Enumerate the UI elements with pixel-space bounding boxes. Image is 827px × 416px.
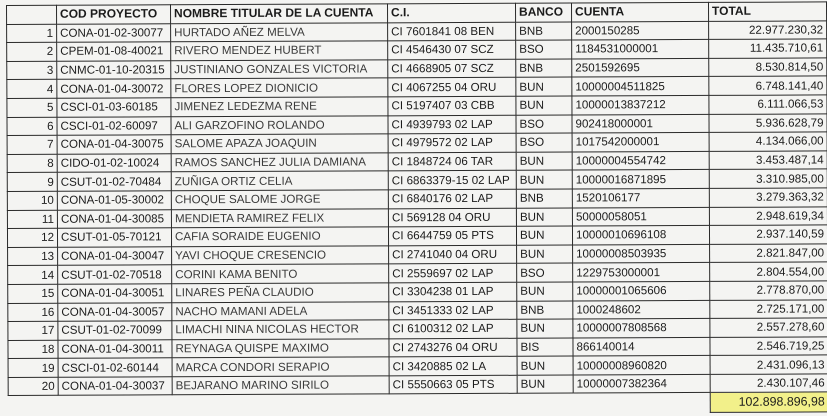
ci-cell: CI 3304238 01 LAP [389,282,517,301]
cuenta-cell: 10000007808568 [573,319,710,338]
header-banco: BANCO [515,3,571,22]
nombre-cell: CORINI KAMA BENITO [172,264,389,284]
ci-cell: CI 5197407 03 CBB [388,96,516,115]
banco-cell: BSO [517,263,573,282]
header-cuenta: CUENTA [571,2,708,21]
ci-cell: CI 6863379-15 02 LAP [388,171,516,190]
nombre-cell: CHOQUE SALOME JORGE [171,190,388,210]
table-body [7,21,827,396]
footer-row [8,392,827,416]
header-cod-proyecto: COD PROYECTO [57,5,171,24]
nombre-cell: MENDIETA RAMIREZ FELIX [171,208,388,228]
total-cell: 2.821.847,00 [710,244,827,263]
cuenta-cell: 10000004554742 [572,151,709,170]
cod-proyecto-cell: CSUT-01-05-70121 [57,228,171,247]
cuenta-cell: 2000150285 [572,21,709,40]
total-cell: 2.546.719,25 [710,337,827,356]
ci-cell: CI 6644759 05 PTS [388,226,516,245]
total-cell: 2.948.619,34 [709,206,827,225]
cuenta-cell: 10000008960820 [573,356,710,375]
cod-proyecto-cell: CONA-01-04-30051 [58,284,172,303]
row-index: 8 [7,154,57,173]
ci-cell: CI 7601841 08 BEN [388,22,516,41]
nombre-cell: RAMOS SANCHEZ JULIA DAMIANA [171,153,388,173]
ci-cell: CI 4979572 02 LAP [388,133,516,152]
cuenta-cell: 10000001065606 [573,281,710,300]
nombre-cell: FLORES LOPEZ DIONICIO [171,78,388,98]
banco-cell: BUN [516,96,572,115]
banco-cell: BSO [516,115,572,134]
header-index [7,5,57,24]
ci-cell: CI 2559697 02 LAP [389,264,517,283]
cod-proyecto-cell: CONA-01-04-30037 [58,377,172,396]
banco-cell: BUN [516,226,572,245]
row-index: 2 [7,42,57,61]
cuenta-cell: 10000013837212 [572,95,709,114]
row-index: 16 [8,303,58,322]
cod-proyecto-cell: CONA-01-04-30011 [58,339,172,358]
nombre-cell: MARCA CONDORI SERAPIO [172,357,389,377]
cod-proyecto-cell: CONA-01-04-30047 [58,246,172,265]
cuenta-cell: 10000004511825 [572,77,709,96]
total-cell: 2.804.554,00 [710,262,827,281]
cuenta-cell: 1017542000001 [572,133,709,152]
banco-cell: BIS [517,338,573,357]
ci-cell: CI 569128 04 ORU [388,208,516,227]
cuenta-cell: 10000008503935 [573,244,710,263]
grand-total-cell: 102.898.896,98 [710,392,827,413]
header-ci: C.I. [387,3,515,22]
ci-cell: CI 3420885 02 LA [389,357,517,376]
cuenta-cell: 902418000001 [572,114,709,133]
row-index: 11 [7,210,57,229]
row-index: 9 [7,173,57,192]
banco-cell: BUN [517,245,573,264]
ci-cell: CI 2743276 04 ORU [389,338,517,357]
nombre-cell: NACHO MAMANI ADELA [172,301,389,321]
nombre-cell: LINARES PEÑA CLAUDIO [172,283,389,303]
row-index: 5 [7,98,57,117]
row-index: 13 [8,247,58,266]
total-cell: 2.778.870,00 [710,281,827,300]
ci-cell: CI 6840176 02 LAP [388,189,516,208]
nombre-cell: JUSTINIANO GONZALES VICTORIA [171,60,388,80]
banco-cell: BNB [516,59,572,78]
row-index: 20 [8,377,58,396]
row-index: 18 [8,340,58,359]
nombre-cell: JIMENEZ LEDEZMA RENE [171,97,388,117]
row-index: 14 [8,266,58,285]
banco-cell: BUN [517,319,573,338]
banco-cell: BNB [516,22,572,41]
cod-proyecto-cell: CSUT-01-02-70099 [58,321,172,340]
cod-proyecto-cell: CSCI-01-02-60097 [57,116,171,135]
banco-cell: BUN [516,208,572,227]
ci-cell: CI 4668905 07 SCZ [388,59,516,78]
nombre-cell: YAVI CHOQUE CRESENCIO [172,246,389,266]
total-cell: 3.453.487,14 [709,151,827,170]
total-cell: 5.936.628,79 [709,113,827,132]
row-index: 7 [7,135,57,154]
nombre-cell: BEJARANO MARINO SIRILO [172,376,389,396]
total-cell: 6.748.141,40 [709,76,827,95]
total-cell: 3.279.363,32 [709,188,827,207]
total-cell: 3.310.985,00 [709,169,827,188]
cuenta-cell: 1184531000001 [572,40,709,59]
row-index: 19 [8,359,58,378]
total-cell: 2.557.278,60 [710,318,827,337]
banco-cell: BUN [516,152,572,171]
cod-proyecto-cell: CSCI-01-03-60185 [57,98,171,117]
total-cell: 2.937.140,59 [709,225,827,244]
ci-cell: CI 3451333 02 LAP [389,301,517,320]
banco-cell: BNB [516,189,572,208]
total-cell: 11.435.710,61 [709,39,827,58]
cuenta-cell: 50000058051 [572,207,709,226]
cuenta-cell: 1520106177 [572,188,709,207]
ci-cell: CI 1848724 06 TAR [388,152,516,171]
header-nombre-titular: NOMBRE TITULAR DE LA CUENTA [171,4,388,24]
nombre-cell: ZUÑIGA ORTIZ CELIA [171,171,388,191]
banco-cell: BUN [517,356,573,375]
banco-cell: BUN [517,375,573,394]
nombre-cell: SALOME APAZA JOAQUIN [171,134,388,154]
cod-proyecto-cell: CONA-01-02-30077 [57,23,171,42]
cuenta-cell: 866140014 [573,337,710,356]
banco-cell: BSO [516,133,572,152]
row-index: 15 [8,284,58,303]
cuenta-cell: 1229753000001 [573,263,710,282]
cod-proyecto-cell: CSCI-01-02-60144 [58,358,172,377]
cod-proyecto-cell: CSUT-01-02-70484 [57,172,171,191]
row-index: 12 [7,228,57,247]
row-index: 10 [7,191,57,210]
cuenta-cell: 10000010696108 [572,226,709,245]
nombre-cell: HURTADO AÑEZ MELVA [171,22,388,42]
banco-cell: BUN [516,77,572,96]
total-cell: 6.111.066,53 [709,95,827,114]
nombre-cell: RIVERO MENDEZ HUBERT [171,41,388,61]
banco-cell: BUN [516,170,572,189]
row-index: 6 [7,117,57,136]
nombre-cell: CAFIA SORAIDE EUGENIO [171,227,388,247]
accounts-table [6,1,827,416]
nombre-cell: REYNAGA QUISPE MAXIMO [172,339,389,359]
nombre-cell: LIMACHI NINA NICOLAS HECTOR [172,320,389,340]
total-cell: 2.430.107,46 [710,374,827,393]
total-cell: 2.431.096,13 [710,355,827,374]
cod-proyecto-cell: CONA-01-04-30057 [58,302,172,321]
row-index: 1 [7,24,57,43]
ci-cell: CI 4939793 02 LAP [388,115,516,134]
total-cell: 22.977.230,32 [709,21,827,40]
ci-cell: CI 2741040 04 ORU [389,245,517,264]
row-index: 3 [7,61,57,80]
cod-proyecto-cell: CONA-01-04-30075 [57,135,171,154]
total-cell: 8.530.814,50 [709,58,827,77]
row-index: 4 [7,80,57,99]
cod-proyecto-cell: CONA-01-04-30072 [57,79,171,98]
cod-proyecto-cell: CNMC-01-10-20315 [57,61,171,80]
cod-proyecto-cell: CONA-01-04-30085 [57,209,171,228]
cod-proyecto-cell: CSUT-01-02-70518 [58,265,172,284]
banco-cell: BUN [517,282,573,301]
cuenta-cell: 10000007382364 [573,374,710,393]
banco-cell: BSO [516,40,572,59]
total-cell: 2.725.171,00 [710,299,827,318]
total-cell: 4.134.066,00 [709,132,827,151]
banco-cell: BNB [517,301,573,320]
cuenta-cell: 10000016871895 [572,170,709,189]
nombre-cell: ALI GARZOFINO ROLANDO [171,115,388,135]
ci-cell: CI 5550663 05 PTS [389,375,517,394]
cuenta-cell: 2501592695 [572,58,709,77]
ci-cell: CI 4067255 04 ORU [388,78,516,97]
cod-proyecto-cell: CONA-01-05-30002 [57,191,171,210]
ci-cell: CI 4546430 07 SCZ [388,40,516,59]
cod-proyecto-cell: CPEM-01-08-40021 [57,42,171,61]
header-total: TOTAL [708,2,826,21]
ci-cell: CI 6100312 02 LAP [389,319,517,338]
cuenta-cell: 1000248602 [573,300,710,319]
cod-proyecto-cell: CIDO-01-02-10024 [57,154,171,173]
row-index: 17 [8,321,58,340]
